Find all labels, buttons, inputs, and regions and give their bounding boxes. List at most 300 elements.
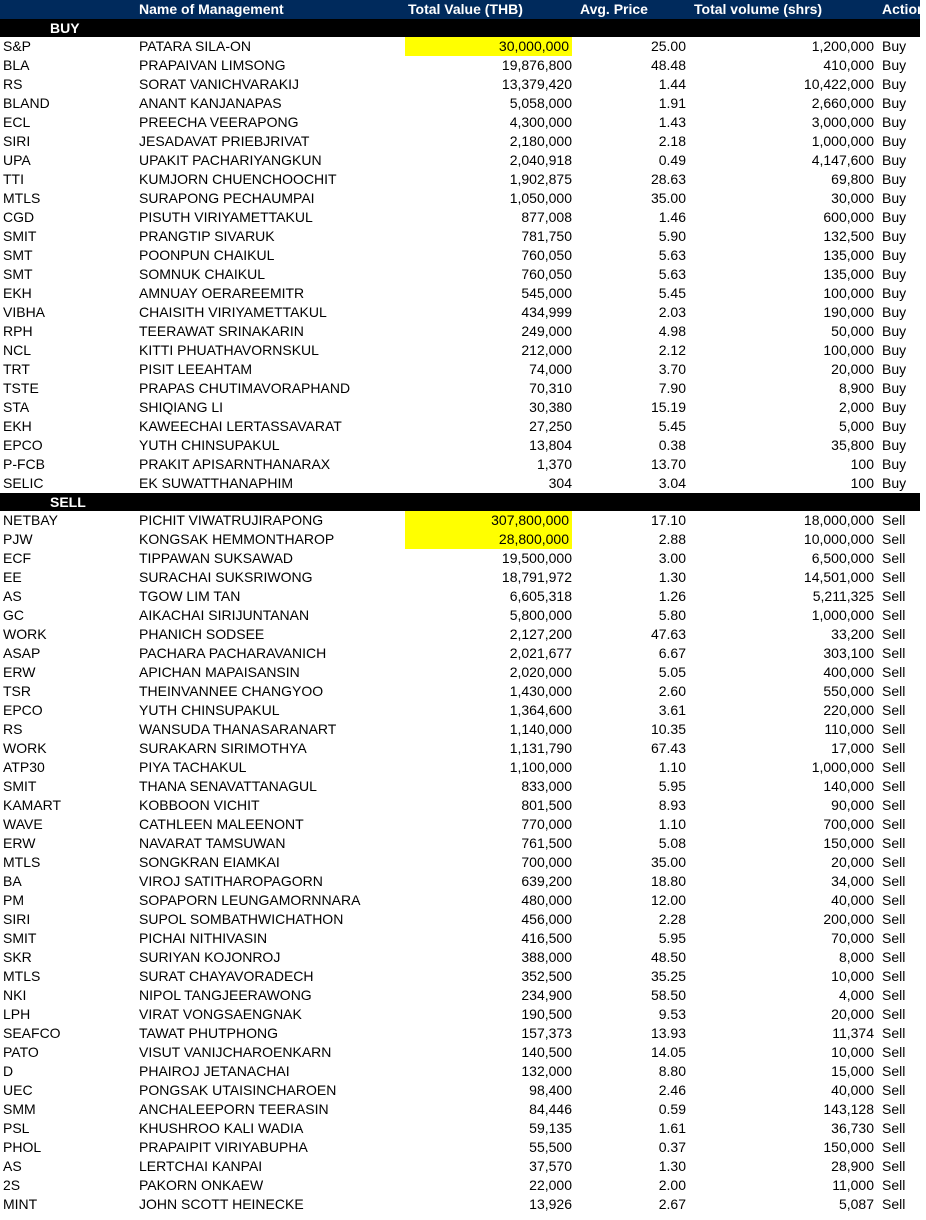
avg-price-cell: 9.53 <box>658 1006 686 1022</box>
action-cell: Buy <box>882 95 907 111</box>
table-row <box>0 1119 920 1138</box>
symbol-cell: EPCO <box>3 437 43 453</box>
avg-price-cell: 5.80 <box>658 607 686 623</box>
symbol-cell: ASAP <box>3 645 41 661</box>
table-row <box>0 530 920 549</box>
avg-price-cell: 2.88 <box>658 531 686 547</box>
total-volume-cell: 4,147,600 <box>811 152 874 168</box>
avg-price-cell: 2.12 <box>658 342 686 358</box>
total-volume-cell: 34,000 <box>831 873 874 889</box>
action-cell: Buy <box>882 285 907 301</box>
avg-price-cell: 48.50 <box>650 949 686 965</box>
symbol-cell: PJW <box>3 531 33 547</box>
name-cell: EK SUWATTHANAPHIM <box>139 475 294 491</box>
header-symbol <box>0 0 139 19</box>
header-avg-price: Avg. Price <box>572 0 686 19</box>
name-cell: SURAKARN SIRIMOTHYA <box>139 740 307 756</box>
total-value-cell: 30,380 <box>529 399 572 415</box>
avg-price-cell: 3.00 <box>658 550 686 566</box>
symbol-cell: D <box>3 1063 14 1079</box>
total-value-cell: 70,310 <box>529 380 572 396</box>
action-cell: Sell <box>882 645 906 661</box>
avg-price-cell: 2.67 <box>658 1196 686 1212</box>
action-cell: Sell <box>882 740 906 756</box>
total-volume-cell: 8,000 <box>838 949 874 965</box>
avg-price-cell: 10.35 <box>650 721 686 737</box>
table-row <box>0 967 920 986</box>
action-cell: Buy <box>882 228 907 244</box>
table-row <box>0 455 920 474</box>
table-row <box>0 284 920 303</box>
table-row <box>0 701 920 720</box>
total-value-cell: 5,800,000 <box>509 607 572 623</box>
name-cell: SURAT CHAYAVORADECH <box>139 968 314 984</box>
avg-price-cell: 1.26 <box>658 588 686 604</box>
name-cell: PRANGTIP SIVARUK <box>139 228 275 244</box>
total-volume-cell: 50,000 <box>831 323 874 339</box>
total-value-cell: 37,570 <box>529 1158 572 1174</box>
name-cell: PRAPAS CHUTIMAVORAPHAND <box>139 380 351 396</box>
action-cell: Buy <box>882 190 907 206</box>
action-cell: Sell <box>882 702 906 718</box>
table-body <box>0 19 920 1214</box>
symbol-cell: WORK <box>3 740 47 756</box>
total-volume-cell: 1,000,000 <box>811 133 874 149</box>
avg-price-cell: 0.59 <box>658 1101 686 1117</box>
name-cell: SOMNUK CHAIKUL <box>139 266 266 282</box>
total-value-cell: 55,500 <box>529 1139 572 1155</box>
table-row <box>0 834 920 853</box>
total-volume-cell: 303,100 <box>823 645 874 661</box>
total-volume-cell: 3,000,000 <box>811 114 874 130</box>
symbol-cell: BLA <box>3 57 30 73</box>
total-volume-cell: 5,087 <box>838 1196 874 1212</box>
avg-price-cell: 58.50 <box>650 987 686 1003</box>
symbol-cell: EE <box>3 569 22 585</box>
table-row <box>0 132 920 151</box>
total-volume-cell: 33,200 <box>831 626 874 642</box>
symbol-cell: AS <box>3 588 22 604</box>
total-volume-cell: 20,000 <box>831 1006 874 1022</box>
total-volume-cell: 11,374 <box>832 1025 874 1041</box>
total-volume-cell: 410,000 <box>823 57 874 73</box>
total-value-cell: 801,500 <box>521 797 572 813</box>
total-volume-cell: 550,000 <box>823 683 874 699</box>
total-volume-cell: 5,000 <box>838 418 874 434</box>
total-value-cell: 352,500 <box>521 968 572 984</box>
name-cell: PHAIROJ JETANACHAI <box>139 1063 290 1079</box>
table-row <box>0 360 920 379</box>
table-row <box>0 341 920 360</box>
avg-price-cell: 3.70 <box>658 361 686 377</box>
table-row <box>0 549 920 568</box>
name-cell: TGOW LIM TAN <box>139 588 241 604</box>
total-volume-cell: 15,000 <box>831 1063 874 1079</box>
total-volume-cell: 132,500 <box>823 228 874 244</box>
total-value-cell: 416,500 <box>521 930 572 946</box>
table-row <box>0 208 920 227</box>
action-cell: Sell <box>882 1120 906 1136</box>
name-cell: VISUT VANIJCHAROENKARN <box>139 1044 332 1060</box>
total-value-cell: 1,370 <box>536 456 572 472</box>
name-cell: KONGSAK HEMMONTHAROP <box>139 531 335 547</box>
action-cell: Sell <box>882 835 906 851</box>
total-value-cell: 22,000 <box>529 1177 572 1193</box>
section-header-buy <box>0 19 920 37</box>
name-cell: SONGKRAN EIAMKAI <box>139 854 280 870</box>
avg-price-cell: 1.91 <box>658 95 686 111</box>
action-cell: Sell <box>882 1082 906 1098</box>
total-value-cell: 1,364,600 <box>509 702 572 718</box>
action-cell: Sell <box>882 588 906 604</box>
total-value-cell: 59,135 <box>529 1120 572 1136</box>
total-value-cell <box>402 511 572 530</box>
total-value-cell: 761,500 <box>521 835 572 851</box>
avg-price-cell: 4.98 <box>658 323 686 339</box>
total-volume-cell: 2,000 <box>838 399 874 415</box>
total-value-cell: 19,876,800 <box>501 57 572 73</box>
name-cell: PRAPAIVAN LIMSONG <box>139 57 286 73</box>
name-cell: ANANT KANJANAPAS <box>139 95 282 111</box>
avg-price-cell: 2.46 <box>658 1082 686 1098</box>
avg-price-cell: 17.10 <box>650 512 686 528</box>
total-volume-cell: 150,000 <box>823 1139 874 1155</box>
name-cell: SURIYAN KOJONROJ <box>139 949 281 965</box>
action-cell: Sell <box>882 1063 906 1079</box>
name-cell: VIRAT VONGSAENGNAK <box>139 1006 302 1022</box>
action-cell: Sell <box>882 1025 906 1041</box>
total-volume-cell: 100,000 <box>823 342 874 358</box>
action-cell: Sell <box>882 664 906 680</box>
total-value-cell: 132,000 <box>521 1063 572 1079</box>
action-cell: Sell <box>882 531 906 547</box>
table-row <box>0 436 920 455</box>
action-cell: Sell <box>882 1044 906 1060</box>
avg-price-cell: 1.44 <box>658 76 686 92</box>
table-row <box>0 1043 920 1062</box>
symbol-cell: TSTE <box>3 380 39 396</box>
total-volume-cell: 5,211,325 <box>812 588 874 604</box>
total-volume-cell: 11,000 <box>832 1177 874 1193</box>
total-value-cell: 833,000 <box>521 778 572 794</box>
table-row <box>0 815 920 834</box>
symbol-cell: TTI <box>3 171 24 187</box>
symbol-cell: WAVE <box>3 816 43 832</box>
total-volume-cell: 10,000,000 <box>803 531 874 547</box>
action-cell: Sell <box>882 626 906 642</box>
avg-price-cell: 1.10 <box>658 816 686 832</box>
symbol-cell: KAMART <box>3 797 62 813</box>
total-volume-cell: 600,000 <box>823 209 874 225</box>
total-value-cell: 304 <box>548 475 572 491</box>
action-cell: Sell <box>882 987 906 1003</box>
avg-price-cell: 13.93 <box>650 1025 686 1041</box>
symbol-cell: ECF <box>3 550 31 566</box>
name-cell: LERTCHAI KANPAI <box>139 1158 263 1174</box>
name-cell: PREECHA VEERAPONG <box>139 114 299 130</box>
action-cell: Buy <box>882 380 907 396</box>
avg-price-cell: 14.05 <box>650 1044 686 1060</box>
total-value-cell: 545,000 <box>521 285 572 301</box>
total-value-cell: 18,791,972 <box>501 569 572 585</box>
section-label: SELL <box>0 493 920 511</box>
name-cell: SURACHAI SUKSRIWONG <box>139 569 313 585</box>
name-cell: SORAT VANICHVARAKIJ <box>139 76 299 92</box>
symbol-cell: NKI <box>3 987 27 1003</box>
action-cell: Buy <box>882 57 907 73</box>
total-volume-cell: 150,000 <box>823 835 874 851</box>
total-value-cell: 190,500 <box>521 1006 572 1022</box>
total-volume-cell: 70,000 <box>831 930 874 946</box>
name-cell: CHAISITH VIRIYAMETTAKUL <box>139 304 327 320</box>
symbol-cell: PM <box>3 892 24 908</box>
symbol-cell: EKH <box>3 285 32 301</box>
table-row <box>0 644 920 663</box>
avg-price-cell: 15.19 <box>650 399 686 415</box>
name-cell: POONPUN CHAIKUL <box>139 247 275 263</box>
total-value-cell <box>402 530 572 549</box>
action-cell: Sell <box>882 892 906 908</box>
name-cell: SUPOL SOMBATHWICHATHON <box>139 911 344 927</box>
symbol-cell: BA <box>3 873 22 889</box>
total-value-cell: 6,605,318 <box>509 588 572 604</box>
action-cell: Buy <box>882 437 907 453</box>
total-volume-cell: 700,000 <box>823 816 874 832</box>
total-value-cell: 2,180,000 <box>509 133 572 149</box>
action-cell: Sell <box>882 607 906 623</box>
symbol-cell: MTLS <box>3 854 41 870</box>
name-cell: PHANICH SODSEE <box>139 626 265 642</box>
action-cell: Buy <box>882 114 907 130</box>
avg-price-cell: 0.37 <box>658 1139 686 1155</box>
table-row <box>0 1157 920 1176</box>
total-volume-cell: 28,900 <box>831 1158 874 1174</box>
avg-price-cell: 1.43 <box>658 114 686 130</box>
table-row <box>0 227 920 246</box>
table-row <box>0 606 920 625</box>
table-row <box>0 872 920 891</box>
name-cell: PONGSAK UTAISINCHAROEN <box>139 1082 337 1098</box>
header-action: Action <box>874 0 920 19</box>
action-cell: Sell <box>882 968 906 984</box>
avg-price-cell: 35.25 <box>650 968 686 984</box>
total-value-cell: 4,300,000 <box>509 114 572 130</box>
total-volume-cell: 100 <box>850 475 874 491</box>
name-cell: TIPPAWAN SUKSAWAD <box>139 550 294 566</box>
header-name: Name of Management <box>139 0 402 19</box>
action-cell: Sell <box>882 550 906 566</box>
symbol-cell: RS <box>3 721 23 737</box>
total-value-cell: 760,050 <box>521 266 572 282</box>
action-cell: Buy <box>882 475 907 491</box>
table-row <box>0 1100 920 1119</box>
avg-price-cell: 12.00 <box>650 892 686 908</box>
action-cell: Sell <box>882 930 906 946</box>
symbol-cell: PHOL <box>3 1139 42 1155</box>
avg-price-cell: 2.18 <box>658 133 686 149</box>
symbol-cell: RS <box>3 76 23 92</box>
total-volume-cell: 1,200,000 <box>811 38 874 54</box>
symbol-cell: LPH <box>3 1006 31 1022</box>
table-row <box>0 1195 920 1214</box>
total-volume-cell: 143,128 <box>823 1101 874 1117</box>
table-row <box>0 910 920 929</box>
symbol-cell: ATP30 <box>3 759 45 775</box>
total-value-cell: 2,021,677 <box>509 645 572 661</box>
name-cell: UPAKIT PACHARIYANGKUN <box>139 152 322 168</box>
total-value-cell: 19,500,000 <box>501 550 572 566</box>
avg-price-cell: 5.45 <box>658 285 686 301</box>
symbol-cell: ERW <box>3 664 36 680</box>
table-row <box>0 796 920 815</box>
avg-price-cell: 1.46 <box>658 209 686 225</box>
action-cell: Sell <box>882 512 906 528</box>
total-value-cell: 1,050,000 <box>509 190 572 206</box>
symbol-cell: UEC <box>3 1082 33 1098</box>
symbol-cell: SIRI <box>3 911 31 927</box>
total-value-cell: 1,430,000 <box>509 683 572 699</box>
symbol-cell: SIRI <box>3 133 31 149</box>
total-volume-cell: 35,800 <box>831 437 874 453</box>
avg-price-cell: 5.08 <box>658 835 686 851</box>
table-row <box>0 398 920 417</box>
total-volume-cell: 69,800 <box>831 171 874 187</box>
total-value-cell: 770,000 <box>521 816 572 832</box>
action-cell: Sell <box>882 873 906 889</box>
action-cell: Sell <box>882 778 906 794</box>
symbol-cell: 2S <box>3 1177 21 1193</box>
symbol-cell: S&P <box>3 38 32 54</box>
total-value-cell: 13,379,420 <box>501 76 572 92</box>
header-total-volume: Total volume (shrs) <box>686 0 874 19</box>
name-cell: KITTI PHUATHAVORNSKUL <box>139 342 319 358</box>
table-row <box>0 265 920 284</box>
symbol-cell: CGD <box>3 209 35 225</box>
name-cell: YUTH CHINSUPAKUL <box>139 437 280 453</box>
action-cell: Buy <box>882 304 907 320</box>
total-volume-cell: 20,000 <box>831 854 874 870</box>
table-row <box>0 986 920 1005</box>
symbol-cell: SKR <box>3 949 32 965</box>
avg-price-cell: 2.03 <box>658 304 686 320</box>
total-volume-cell: 4,000 <box>838 987 874 1003</box>
total-value-cell: 13,804 <box>529 437 572 453</box>
table-row <box>0 1062 920 1081</box>
avg-price-cell: 3.61 <box>658 702 686 718</box>
symbol-cell: SMIT <box>3 778 37 794</box>
total-value-cell: 212,000 <box>521 342 572 358</box>
table-row <box>0 891 920 910</box>
action-cell: Buy <box>882 342 907 358</box>
table-row <box>0 379 920 398</box>
action-cell: Sell <box>882 911 906 927</box>
avg-price-cell: 0.38 <box>658 437 686 453</box>
name-cell: JOHN SCOTT HEINECKE <box>139 1196 304 1212</box>
table-row <box>0 777 920 796</box>
table-row <box>0 246 920 265</box>
table-row <box>0 151 920 170</box>
total-volume-cell: 135,000 <box>823 247 874 263</box>
total-volume-cell: 190,000 <box>823 304 874 320</box>
symbol-cell: PSL <box>3 1120 30 1136</box>
action-cell: Sell <box>882 797 906 813</box>
table-row <box>0 56 920 75</box>
total-value-cell: 456,000 <box>521 911 572 927</box>
table-row <box>0 94 920 113</box>
symbol-cell: EPCO <box>3 702 43 718</box>
total-volume-cell: 8,900 <box>838 380 874 396</box>
total-volume-cell: 18,000,000 <box>803 512 874 528</box>
action-cell: Buy <box>882 152 907 168</box>
table-row <box>0 663 920 682</box>
avg-price-cell: 1.10 <box>658 759 686 775</box>
avg-price-cell: 5.95 <box>658 778 686 794</box>
name-cell: SHIQIANG LI <box>139 399 224 415</box>
avg-price-cell: 7.90 <box>658 380 686 396</box>
avg-price-cell: 18.80 <box>650 873 686 889</box>
table-row <box>0 1024 920 1043</box>
symbol-cell: SMIT <box>3 228 37 244</box>
avg-price-cell: 25.00 <box>650 38 686 54</box>
total-volume-cell: 20,000 <box>831 361 874 377</box>
table-row <box>0 948 920 967</box>
total-volume-cell: 30,000 <box>831 190 874 206</box>
total-volume-cell: 40,000 <box>831 1082 874 1098</box>
name-cell: APICHAN MAPAISANSIN <box>139 664 300 680</box>
name-cell: NAVARAT TAMSUWAN <box>139 835 286 851</box>
total-value-cell: 388,000 <box>521 949 572 965</box>
total-volume-cell: 40,000 <box>831 892 874 908</box>
total-value-cell: 5,058,000 <box>509 95 572 111</box>
total-value-cell: 249,000 <box>521 323 572 339</box>
avg-price-cell: 8.80 <box>658 1063 686 1079</box>
table-row <box>0 625 920 644</box>
table-row <box>0 568 920 587</box>
symbol-cell: SMIT <box>3 930 37 946</box>
total-value-cell: 27,250 <box>529 418 572 434</box>
symbol-cell: ERW <box>3 835 36 851</box>
table-row <box>0 170 920 189</box>
avg-price-cell: 28.63 <box>650 171 686 187</box>
total-volume-cell: 110,000 <box>824 721 874 737</box>
table-row <box>0 1176 920 1195</box>
table-row <box>0 303 920 322</box>
action-cell: Sell <box>882 1006 906 1022</box>
table-row <box>0 758 920 777</box>
name-cell: PICHIT VIWATRUJIRAPONG <box>139 512 324 528</box>
name-cell: TAWAT PHUTPHONG <box>139 1025 278 1041</box>
action-cell: Sell <box>882 1158 906 1174</box>
symbol-cell: SEAFCO <box>3 1025 61 1041</box>
avg-price-cell: 5.95 <box>658 930 686 946</box>
total-volume-cell: 6,500,000 <box>811 550 874 566</box>
symbol-cell: WORK <box>3 626 47 642</box>
total-volume-cell: 100 <box>850 456 874 472</box>
symbol-cell: STA <box>3 399 30 415</box>
total-value-cell: 639,200 <box>521 873 572 889</box>
name-cell: NIPOL TANGJEERAWONG <box>139 987 312 1003</box>
action-cell: Buy <box>882 418 907 434</box>
action-cell: Buy <box>882 209 907 225</box>
name-cell: KHUSHROO KALI WADIA <box>139 1120 304 1136</box>
total-value-cell: 480,000 <box>521 892 572 908</box>
total-value-cell: 2,127,200 <box>509 626 572 642</box>
avg-price-cell: 1.30 <box>658 1158 686 1174</box>
symbol-cell: SMT <box>3 247 33 263</box>
total-value-cell: 140,500 <box>521 1044 572 1060</box>
avg-price-cell: 5.90 <box>658 228 686 244</box>
total-value-cell: 760,050 <box>521 247 572 263</box>
